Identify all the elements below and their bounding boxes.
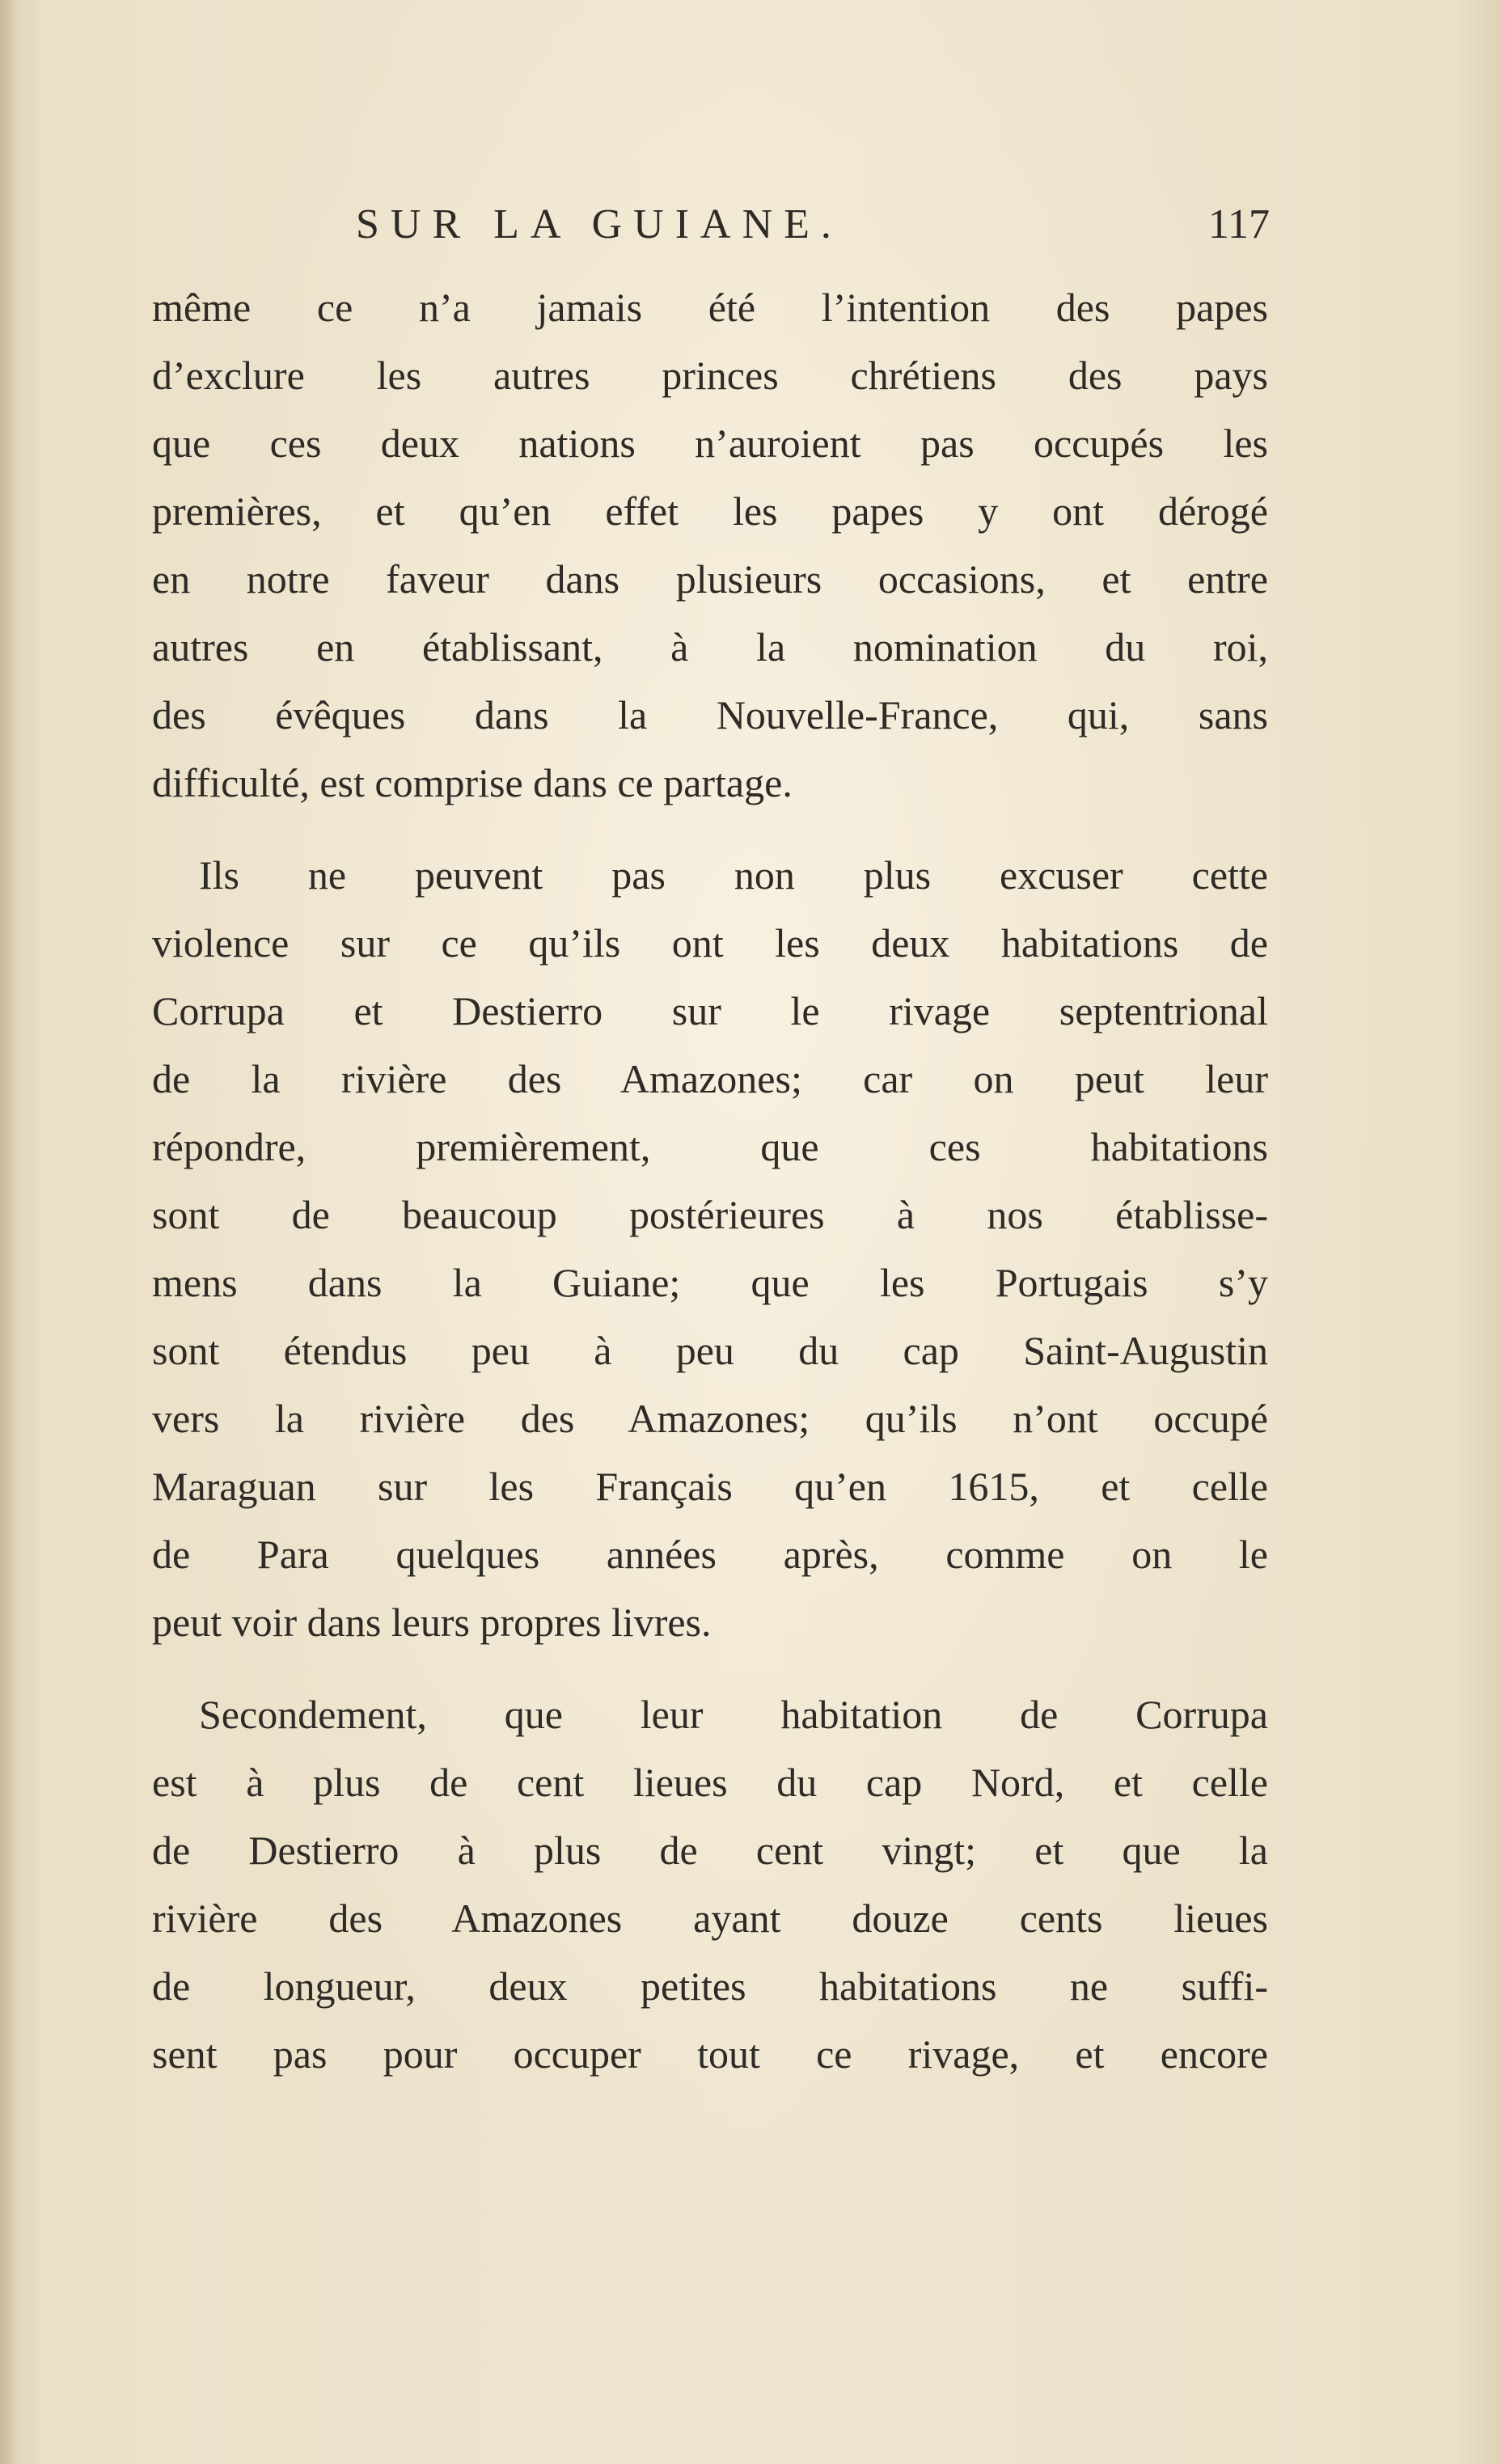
text-line: vers la rivière des Amazones; qu’ils n’ont occupé [152,1396,1268,1441]
text-line: peut voir dans leurs propres livres. [152,1600,712,1645]
text-line: de Para quelques années après, comme on le [152,1532,1268,1577]
text-line: de Destierro à plus de cent vingt; et que la [152,1828,1268,1873]
text-line: premières, et qu’en effet les papes y ont dérogé [152,488,1268,534]
running-head [154,201,1270,265]
page-gutter-shadow [0,0,18,2464]
paragraph-3 [152,1680,1268,2088]
running-title: SUR LA GUIANE. [356,201,843,247]
text-line: difficulté, est comprise dans ce partage. [152,760,793,805]
text-line: même ce n’a jamais été l’intention des papes [152,285,1268,330]
text-line: d’exclure les autres princes chrétiens des pays [152,353,1268,398]
text-line: mens dans la Guiane; que les Portugais s’y [152,1260,1268,1305]
paragraph-2 [152,841,1268,1656]
text-line: violence sur ce qu’ils ont les deux habitations de [152,920,1268,966]
text-line: sont étendus peu à peu du cap Saint-Augustin [152,1328,1268,1373]
text-line: rivière des Amazones ayant douze cents lieues [152,1896,1268,1941]
text-line: Maraguan sur les Français qu’en 1615, et celle [152,1464,1268,1509]
text-line: en notre faveur dans plusieurs occasions, et entre [152,556,1268,602]
paragraph-1 [152,273,1268,817]
text-line: est à plus de cent lieues du cap Nord, et celle [152,1760,1268,1805]
page-number: 117 [1207,201,1270,247]
text-line: autres en établissant, à la nomination du roi, [152,624,1268,670]
text-line: répondre, premièrement, que ces habitations [152,1124,1268,1169]
text-line: sent pas pour occuper tout ce rivage, et encore [152,2031,1268,2077]
text-line: Secondement, que leur habitation de Corrupa [199,1692,1268,1737]
text-line: que ces deux nations n’auroient pas occupés les [152,421,1268,466]
text-line: des évêques dans la Nouvelle-France, qui, sans [152,692,1268,738]
text-line: Corrupa et Destierro sur le rivage septentrional [152,988,1268,1033]
text-line: de la rivière des Amazones; car on peut leur [152,1056,1268,1101]
text-line: sont de beaucoup postérieures à nos établisse- [152,1192,1268,1237]
text-line: de longueur, deux petites habitations ne suffi- [152,1963,1268,2009]
body-text [152,273,1268,2112]
text-line: Ils ne peuvent pas non plus excuser cette [199,852,1268,898]
